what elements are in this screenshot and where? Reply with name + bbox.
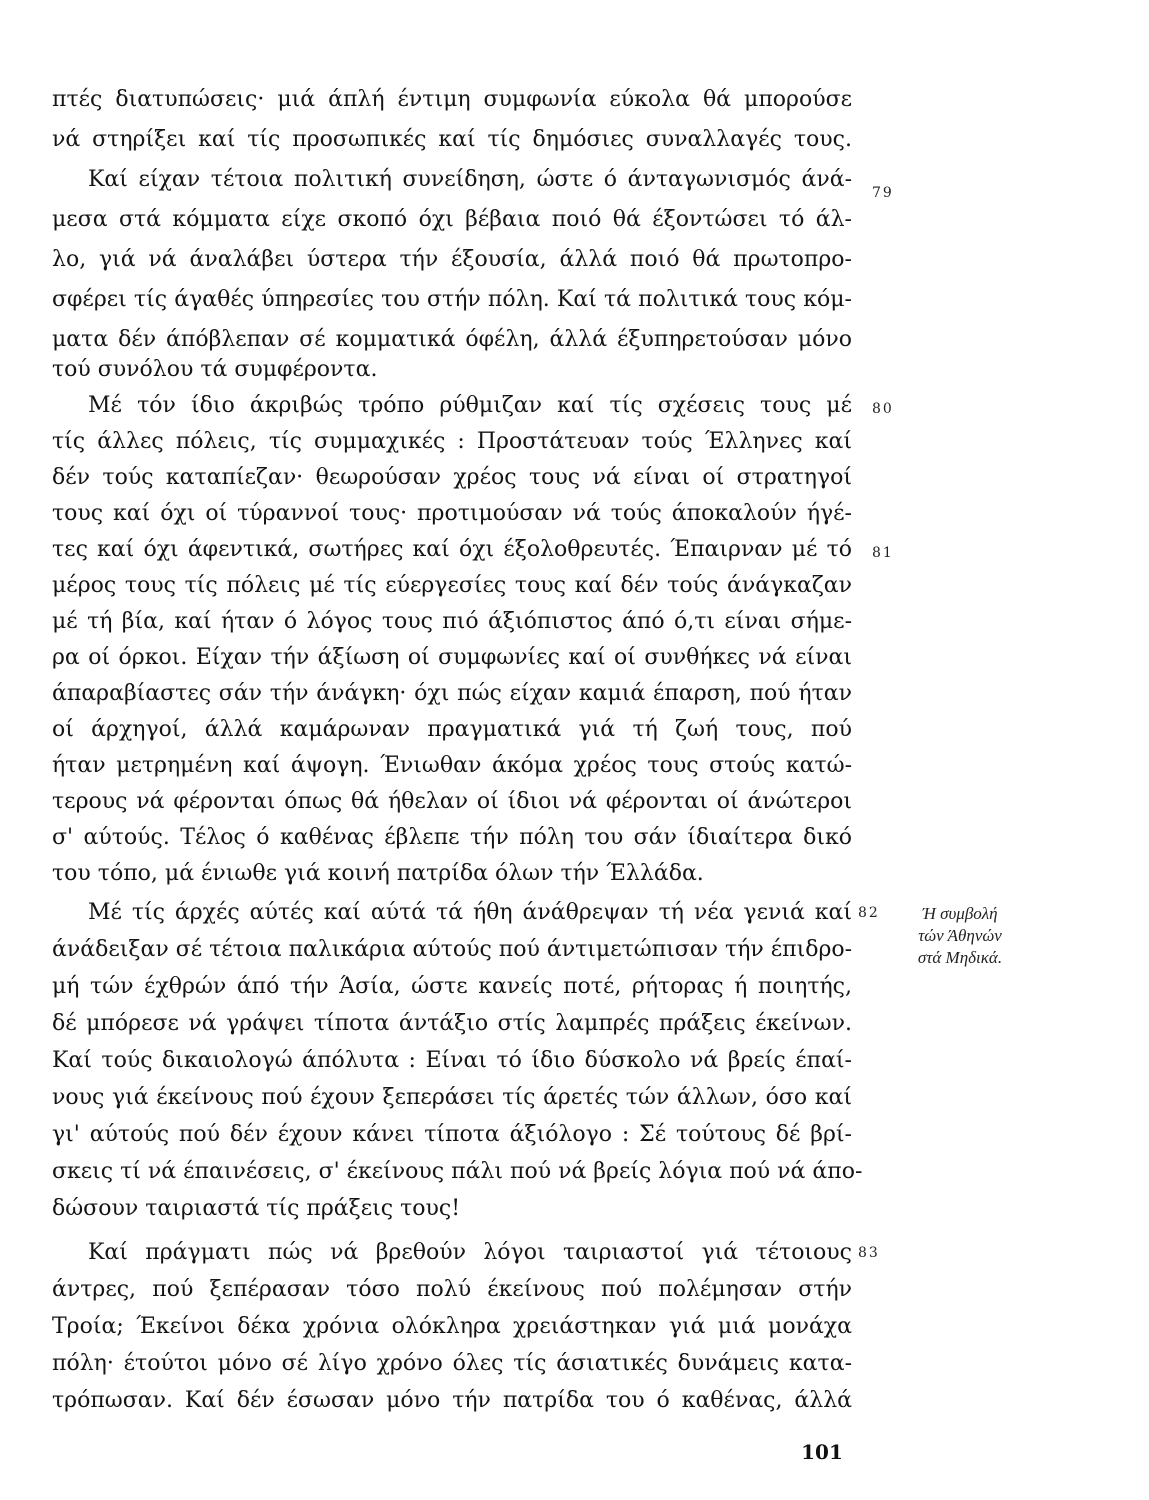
margin-note-line: τών Άθηνών [918, 926, 1002, 945]
text-line: δέν τούς καταπίεζαν· θεωρούσαν χρέος τους νά είναι οί στρατηγοί [52, 465, 852, 490]
text-line: δέ μπόρεσε νά γράψει τίποτα άντάξιο στίς λαμπρές πράξεις έκείνων. [52, 1011, 852, 1036]
text-line: οί άρχηγοί, άλλά καμάρωναν πραγματικά γιά τή ζωή τους, πού [52, 717, 852, 742]
text-line: τες καί όχι άφεντικά, σωτήρες καί όχι έξολοθρευτές. Έπαιρναν μέ τό [52, 537, 852, 562]
text-line: πτές διατυπώσεις· μιά άπλή έντιμη συμφωνία εύκολα θά μπορούσε [52, 87, 852, 112]
margin-note-line: Ή συμβολή [922, 904, 998, 923]
text-line: νά στηρίξει καί τίς προσωπικές καί τίς δημόσιες συναλλαγές τους. [52, 127, 852, 152]
text-line: Καί τούς δικαιολογώ άπόλυτα : Είναι τό ίδιο δύσκολο νά βρείς έπαί- [52, 1048, 852, 1073]
text-line: τερους νά φέρονται όπως θά ήθελαν οί ίδιοι νά φέρονται οί άνώτεροι [52, 789, 852, 814]
text-line: Μέ τόν ίδιο άκριβώς τρόπο ρύθμιζαν καί τίς σχέσεις τους μέ [88, 393, 852, 418]
margin-paragraph-number: 82 [858, 905, 880, 921]
text-line: μεσα στά κόμματα είχε σκοπό όχι βέβαια ποιό θά έξοντώσει τό άλ- [52, 207, 852, 232]
margin-note [880, 903, 1040, 969]
text-line: δώσουν ταιριαστά τίς πράξεις τους! [52, 1196, 461, 1221]
text-line: σφέρει τίς άγαθές ύπηρεσίες του στήν πόλη. Καί τά πολιτικά τους κόμ- [52, 287, 852, 312]
text-line: πόλη· έτούτοι μόνο σέ λίγο χρόνο όλες τίς άσιατικές δυνάμεις κατα- [52, 1351, 852, 1376]
text-line: νους γιά έκείνους πού έχουν ξεπεράσει τίς άρετές τών άλλων, όσο καί [52, 1085, 852, 1110]
page-number: 101 [801, 1440, 843, 1464]
margin-paragraph-number: 80 [872, 401, 894, 417]
text-line: άπαραβίαστες σάν τήν άνάγκη· όχι πώς είχαν καμιά έπαρση, πού ήταν [52, 681, 852, 706]
text-line: Καί είχαν τέτοια πολιτική συνείδηση, ώστε ό άνταγωνισμός άνά- [88, 167, 852, 192]
text-line: Μέ τίς άρχές αύτές καί αύτά τά ήθη άνάθρεψαν τή νέα γενιά καί [88, 900, 852, 925]
margin-paragraph-number: 81 [872, 545, 894, 561]
text-line: τού συνόλου τά συμφέροντα. [52, 357, 378, 382]
text-line: σκεις τί νά έπαινέσεις, σ' έκείνους πάλι πού νά βρείς λόγια πού νά άπο- [52, 1159, 863, 1184]
text-line: ήταν μετρημένη καί άψογη. Ένιωθαν άκόμα χρέος τους στούς κατώ- [52, 753, 852, 778]
text-line: μέ τή βία, καί ήταν ό λόγος τους πιό άξιόπιστος άπό ό,τι είναι σήμε- [52, 609, 852, 634]
text-line: Καί πράγματι πώς νά βρεθούν λόγοι ταιριαστοί γιά τέτοιους [88, 1240, 852, 1265]
text-line: μέρος τους τίς πόλεις μέ τίς εύεργεσίες τους καί δέν τούς άνάγκαζαν [52, 573, 852, 598]
text-line: άνάδειξαν σέ τέτοια παλικάρια αύτούς πού άντιμετώπισαν τήν έπιδρο- [52, 937, 853, 962]
text-line: τίς άλλες πόλεις, τίς συμμαχικές : Προστάτευαν τούς Έλληνες καί [52, 429, 852, 454]
margin-paragraph-number: 79 [872, 185, 894, 201]
text-line: σ' αύτούς. Τέλος ό καθένας έβλεπε τήν πόλη του σάν ίδιαίτερα δικό [52, 825, 852, 850]
text-line: γι' αύτούς πού δέν έχουν κάνει τίποτα άξιόλογο : Σέ τούτους δέ βρί- [52, 1122, 852, 1147]
text-line: Τροία; Έκείνοι δέκα χρόνια ολόκληρα χρειάστηκαν γιά μιά μονάχα [52, 1314, 852, 1339]
text-line: του τόπο, μά ένιωθε γιά κοινή πατρίδα όλων τήν Έλλάδα. [52, 861, 704, 886]
text-line: τρόπωσαν. Καί δέν έσωσαν μόνο τήν πατρίδα του ό καθένας, άλλά [52, 1388, 852, 1413]
text-line: μή τών έχθρών άπό τήν Άσία, ώστε κανείς ποτέ, ρήτορας ή ποιητής, [52, 974, 852, 999]
text-line: τους καί όχι οί τύραννοί τους· προτιμούσαν νά τούς άποκαλούν ήγέ- [52, 501, 852, 526]
margin-note-line: στά Μηδικά. [917, 948, 1003, 967]
text-line: λο, γιά νά άναλάβει ύστερα τήν έξουσία, άλλά ποιό θά πρωτοπρο- [52, 247, 852, 272]
text-line: ρα οί όρκοι. Είχαν τήν άξίωση οί συμφωνίες καί οί συνθήκες νά είναι [52, 645, 852, 670]
text-line: ματα δέν άπόβλεπαν σέ κομματικά όφέλη, άλλά έξυπηρετούσαν μόνο [52, 327, 852, 352]
text-line: άντρες, πού ξεπέρασαν τόσο πολύ έκείνους πού πολέμησαν στήν [52, 1277, 852, 1302]
margin-paragraph-number: 83 [858, 1245, 880, 1261]
